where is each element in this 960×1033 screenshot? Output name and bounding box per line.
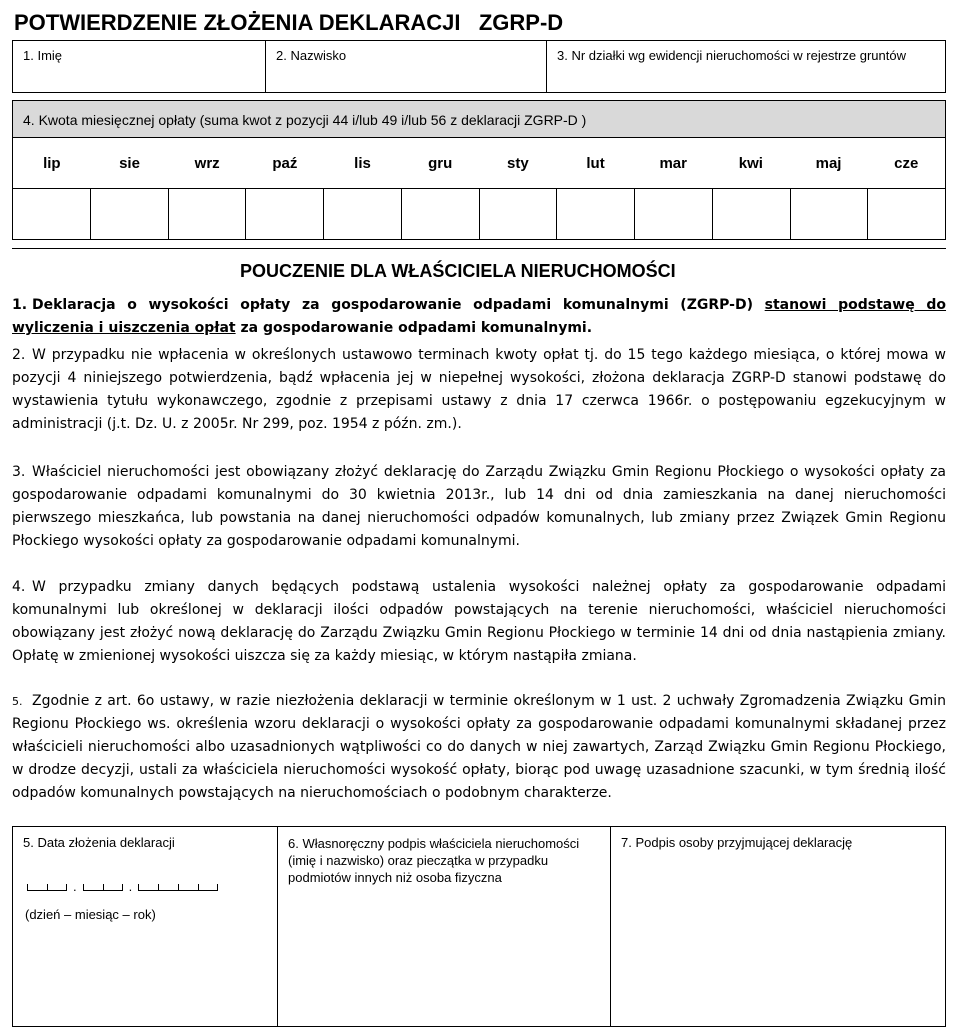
month-label: kwi	[738, 155, 763, 172]
month-label: paź	[272, 155, 298, 172]
month-amount-field[interactable]	[557, 189, 635, 239]
month-amount-field[interactable]	[402, 189, 480, 239]
instruction-paragraph-1	[12, 294, 946, 340]
date-separator: .	[73, 879, 77, 894]
months-amount-row	[12, 188, 946, 240]
paragraph-number: 4.	[12, 579, 26, 595]
month-label: lis	[354, 155, 371, 172]
paragraph-number: 1.	[12, 297, 28, 313]
instruction-paragraph-2	[12, 344, 946, 436]
month-amount-field[interactable]	[169, 189, 247, 239]
document-title: POTWIERDZENIE ZŁOŻENIA DEKLARACJI ZGRP-D	[14, 10, 564, 35]
paragraph-text: W przypadku nie wpłacenia w określonych ustawowo terminach kwoty opłat tj. do 15 tego każdego miesiąca, o której mowa w pozycji 4 niniejszego potwierdzenia, bądź wpłacenia jej w niepełnej wysokości, złożona deklaracja ZGRP-D stanowi podstawę do wystawienia tytułu wykonawczego, zgodnie z przepisami ustawy z dnia 17 czerwca 1966r. o postępowaniu egzekucyjnym w administracji (j.t. Dz. U. z 2005r. Nr 299, poz. 1954 z późn. zm.).	[12, 347, 946, 432]
months-header-row	[12, 137, 946, 189]
month-amount-field[interactable]	[246, 189, 324, 239]
month-amount-field[interactable]	[324, 189, 402, 239]
monthly-fee-title: 4. Kwota miesięcznej opłaty (suma kwot z pozycji 44 i/lub 49 i/lub 56 z deklaracji ZGRP-D )	[12, 100, 946, 138]
paragraph-number: 5.	[12, 695, 23, 708]
plot-number-label: 3. Nr działki wg ewidencji nieruchomości w rejestrze gruntów	[557, 48, 906, 63]
paragraph-text: W przypadku zmiany danych będących podstawą ustalenia wysokości należnej opłaty za gospodarowanie odpadami komunalnymi lub określonej w deklaracji ilości odpadów powstających na terenie nieruchomości, właściciel nieruchomości obowiązany jest złożyć nową deklarację do Zarządu Związku Gmin Regionu Płockiego w terminie 14 dni od dnia nastąpienia zmiany. Opłatę w zmienionej wysokości uiszcza się za każdy miesiąc, w którym nastąpiła zmiana.	[12, 579, 946, 664]
first-name-field[interactable]	[13, 41, 266, 92]
month-amount-field[interactable]	[635, 189, 713, 239]
month-boxes[interactable]	[83, 884, 123, 891]
month-label: wrz	[194, 155, 220, 172]
instruction-paragraph-4	[12, 576, 946, 668]
instructions-title: POUCZENIE DLA WŁAŚCICIELA NIERUCHOMOŚCI	[240, 261, 676, 281]
paragraph-number: 2.	[12, 347, 26, 363]
month-label: maj	[815, 155, 842, 172]
receiver-signature-label: 7. Podpis osoby przyjmującej deklarację	[621, 835, 853, 850]
paragraph-number: 3.	[12, 464, 26, 480]
paragraph-text: za gospodarowanie odpadami komunalnymi.	[235, 320, 593, 336]
owner-signature-label: 6. Własnoręczny podpis właściciela nieruchomości (imię i nazwisko) oraz pieczątka w przypadku podmiotów innych niż osoba fizyczna	[288, 836, 580, 885]
date-separator: .	[128, 879, 133, 894]
month-amount-field[interactable]	[480, 189, 558, 239]
plot-number-field[interactable]	[547, 41, 945, 92]
identity-fields-row	[12, 40, 946, 93]
month-label: mar	[659, 155, 687, 172]
month-amount-field[interactable]	[713, 189, 791, 239]
submission-date-field[interactable]	[13, 827, 278, 1026]
day-boxes[interactable]	[27, 884, 67, 891]
paragraph-text: Właściciel nieruchomości jest obowiązany złożyć deklarację do Zarządu Związku Gmin Regionu Płockiego o wysokości opłaty za gospodarowanie odpadami komunalnymi do 30 kwietnia 2013r., lub 14 dni od dnia zamieszkania na danej nieruchomości pierwszego mieszkańca, lub powstania na danej nieruchomości odpadów komunalnych, lub zmiany przez Związek Gmin Regionu Płockiego wysokości opłaty za gospodarowanie odpadami komunalnymi.	[12, 464, 946, 549]
last-name-label: 2. Nazwisko	[276, 48, 347, 63]
month-amount-field[interactable]	[868, 189, 945, 239]
month-label: sie	[119, 155, 140, 172]
paragraph-text: Deklaracja o wysokości opłaty za gospodarowanie odpadami komunalnymi (ZGRP-D)	[32, 297, 765, 313]
date-input-boxes[interactable]	[27, 879, 218, 894]
year-boxes[interactable]	[138, 884, 218, 891]
date-format-legend: (dzień – miesiąc – rok)	[25, 907, 156, 922]
instruction-paragraph-5	[12, 690, 946, 805]
month-label: cze	[894, 155, 919, 172]
paragraph-text: Zgodnie z art. 6o ustawy, w razie niezłożenia deklaracji w terminie określonym w 1 ust. 2 uchwały Zgromadzenia Związku Gmin Regionu Płockiego ws. określenia wzoru deklaracji o wysokości opłaty za gospodarowanie odpadami komunalnymi składanej przez właścicieli nieruchomości albo uzasadnionych wątpliwości co do danych w niej zawartych, Zarząd Związku Gmin Regionu Płockiego, w drodze decyzji, ustali za właściciela nieruchomości wysokość opłaty, biorąc pod uwagę uzasadnione szacunki, w tym średnią ilość odpadów komunalnych powstających na nieruchomościach o podobnym charakterze.	[12, 693, 946, 801]
month-label: gru	[428, 155, 453, 172]
signature-section	[12, 826, 946, 1027]
paragraph-text-underlined: stanowi podstawę do wyliczenia i uiszczenia opłat	[12, 297, 947, 336]
owner-signature-field[interactable]	[278, 827, 611, 1026]
instruction-paragraph-3	[12, 461, 946, 553]
last-name-field[interactable]	[266, 41, 547, 92]
month-label: lip	[43, 155, 61, 172]
first-name-label: 1. Imię	[23, 48, 63, 63]
month-label: lut	[586, 155, 605, 172]
month-amount-field[interactable]	[791, 189, 869, 239]
month-label: sty	[507, 155, 529, 172]
submission-date-label: 5. Data złożenia deklaracji	[23, 835, 175, 850]
receiver-signature-field[interactable]	[611, 827, 945, 1026]
month-amount-field[interactable]	[13, 189, 91, 239]
month-amount-field[interactable]	[91, 189, 169, 239]
